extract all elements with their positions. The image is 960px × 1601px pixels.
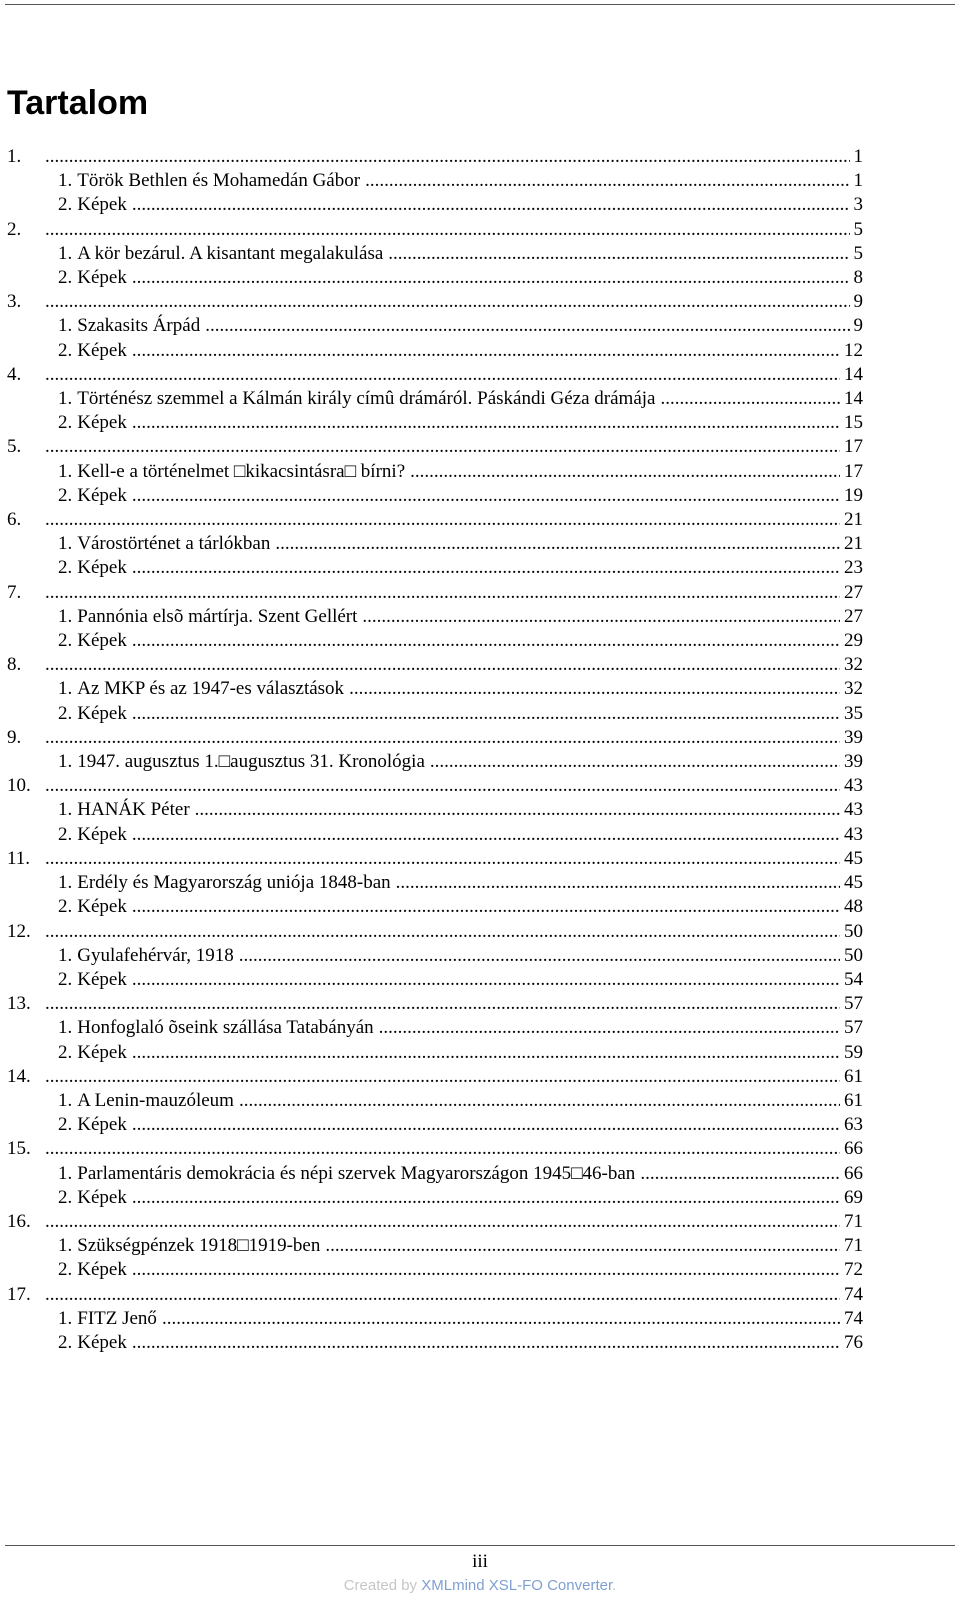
toc-entry-number: 13. bbox=[7, 993, 31, 1015]
toc-entry-title: Képek bbox=[77, 968, 127, 990]
toc-chapter-entry[interactable] bbox=[7, 1283, 863, 1307]
toc-dot-leader bbox=[132, 702, 840, 726]
toc-section-entry[interactable] bbox=[7, 532, 863, 556]
toc-entry-number: 2. bbox=[58, 1259, 73, 1281]
toc-entry-title: A kör bezárul. A kisantant megalakulása bbox=[77, 242, 384, 264]
footer-credit-suffix: . bbox=[612, 1577, 617, 1594]
toc-dot-leader bbox=[195, 798, 840, 822]
toc-entry-page: 21 bbox=[844, 509, 863, 531]
toc-entry-number: 1. bbox=[58, 1235, 73, 1257]
toc-dot-leader bbox=[45, 1137, 840, 1161]
toc-section-entry[interactable] bbox=[7, 677, 863, 701]
toc-entry-number: 1. bbox=[58, 242, 73, 264]
toc-dot-leader bbox=[132, 1331, 840, 1355]
toc-entry-page: 72 bbox=[844, 1259, 863, 1281]
toc-entry-title: Képek bbox=[77, 702, 127, 724]
toc-dot-leader bbox=[132, 1041, 840, 1065]
toc-entry-title: Képek bbox=[77, 896, 127, 918]
toc-entry-page: 61 bbox=[844, 1089, 863, 1111]
toc-entry-title: Képek bbox=[77, 194, 127, 216]
toc-entry-title: Képek bbox=[77, 412, 127, 434]
toc-dot-leader bbox=[349, 677, 840, 701]
toc-dot-leader bbox=[45, 1210, 840, 1234]
toc-entry-number: 2. bbox=[58, 702, 73, 724]
toc-dot-leader bbox=[640, 1162, 840, 1186]
toc-chapter-entry[interactable] bbox=[7, 726, 863, 750]
footer-credit-brand[interactable]: XMLmind XSL-FO Converter bbox=[421, 1577, 613, 1594]
toc-entry-number: 2. bbox=[7, 218, 22, 240]
toc-dot-leader bbox=[45, 145, 850, 169]
toc-section-entry[interactable] bbox=[7, 1186, 863, 1210]
toc-section-entry[interactable] bbox=[7, 1162, 863, 1186]
toc-dot-leader bbox=[325, 1234, 840, 1258]
toc-entry-number: 1. bbox=[7, 146, 22, 167]
toc-section-entry[interactable] bbox=[7, 823, 863, 847]
toc-entry-number: 7. bbox=[7, 581, 22, 603]
toc-section-entry[interactable] bbox=[7, 1258, 863, 1282]
toc-entry-number: 1. bbox=[58, 388, 73, 410]
toc-entry-page: 50 bbox=[844, 944, 863, 966]
toc-entry-page: 9 bbox=[853, 291, 863, 313]
toc-entry-page: 71 bbox=[844, 1235, 863, 1257]
toc-entry-title: 1947. augusztus 1.□augusztus 31. Kronológia bbox=[77, 751, 425, 773]
table-of-contents bbox=[7, 145, 863, 1355]
toc-entry-page: 57 bbox=[844, 1017, 863, 1039]
toc-chapter-entry[interactable] bbox=[7, 508, 863, 532]
toc-entry-number: 4. bbox=[7, 363, 22, 385]
toc-section-entry[interactable] bbox=[7, 242, 863, 266]
toc-section-entry[interactable] bbox=[7, 944, 863, 968]
page-number: iii bbox=[472, 1551, 488, 1572]
toc-section-entry[interactable] bbox=[7, 387, 863, 411]
toc-dot-leader bbox=[45, 435, 840, 459]
toc-entry-page: 45 bbox=[844, 847, 863, 869]
toc-dot-leader bbox=[45, 1065, 840, 1089]
toc-section-entry[interactable] bbox=[7, 411, 863, 435]
toc-section-entry[interactable] bbox=[7, 1113, 863, 1137]
toc-entry-page: 12 bbox=[844, 339, 863, 361]
toc-entry-number: 2. bbox=[58, 896, 73, 918]
toc-dot-leader bbox=[396, 871, 840, 895]
toc-dot-leader bbox=[430, 750, 840, 774]
toc-section-entry[interactable] bbox=[7, 460, 863, 484]
toc-section-entry[interactable] bbox=[7, 1089, 863, 1113]
footer-credit-prefix: Created by bbox=[343, 1577, 422, 1594]
toc-dot-leader bbox=[132, 193, 850, 217]
toc-dot-leader bbox=[132, 968, 840, 992]
toc-entry-title: HANÁK Péter bbox=[77, 799, 190, 821]
toc-section-entry[interactable] bbox=[7, 556, 863, 580]
toc-entry-number: 2. bbox=[58, 267, 73, 289]
toc-dot-leader bbox=[275, 532, 840, 556]
toc-entry-title: A Lenin-mauzóleum bbox=[77, 1089, 234, 1111]
toc-dot-leader bbox=[379, 1016, 840, 1040]
toc-entry-page: 15 bbox=[844, 412, 863, 434]
toc-chapter-entry[interactable] bbox=[7, 847, 863, 871]
toc-dot-leader bbox=[132, 823, 840, 847]
toc-section-entry[interactable] bbox=[7, 798, 863, 822]
toc-entry-title: Pannónia elsõ mártírja. Szent Gellért bbox=[77, 605, 358, 627]
toc-entry-number: 1. bbox=[58, 872, 73, 894]
toc-entry-page: 54 bbox=[844, 968, 863, 990]
toc-entry-title: Képek bbox=[77, 484, 127, 506]
toc-chapter-entry[interactable] bbox=[7, 435, 863, 459]
toc-section-entry[interactable] bbox=[7, 750, 863, 774]
toc-entry-number: 2. bbox=[58, 412, 73, 434]
toc-entry-title: Várostörténet a tárlókban bbox=[77, 533, 271, 555]
toc-chapter-entry[interactable] bbox=[7, 1137, 863, 1161]
toc-section-entry[interactable] bbox=[7, 871, 863, 895]
toc-dot-leader bbox=[45, 653, 840, 677]
toc-entry-number: 1. bbox=[58, 315, 73, 337]
toc-entry-page: 9 bbox=[853, 315, 863, 337]
toc-entry-number: 1. bbox=[58, 944, 73, 966]
toc-entry-number: 9. bbox=[7, 726, 22, 748]
toc-dot-leader bbox=[45, 508, 840, 532]
toc-dot-leader bbox=[132, 1186, 840, 1210]
toc-entry-page: 39 bbox=[844, 751, 863, 773]
toc-chapter-entry[interactable] bbox=[7, 653, 863, 677]
toc-entry-page: 71 bbox=[844, 1210, 863, 1232]
toc-dot-leader bbox=[45, 920, 840, 944]
toc-section-entry[interactable] bbox=[7, 605, 863, 629]
toc-dot-leader bbox=[660, 387, 840, 411]
toc-entry-page: 32 bbox=[844, 678, 863, 700]
toc-entry-number: 17. bbox=[7, 1283, 31, 1305]
toc-section-entry[interactable] bbox=[7, 629, 863, 653]
toc-entry-title: Szakasits Árpád bbox=[77, 315, 201, 337]
toc-chapter-entry[interactable] bbox=[7, 581, 863, 605]
toc-entry-number: 2. bbox=[58, 1114, 73, 1136]
toc-dot-leader bbox=[45, 726, 840, 750]
toc-entry-title: Erdély és Magyarország uniója 1848-ban bbox=[77, 872, 391, 894]
toc-entry-title: Képek bbox=[77, 823, 127, 845]
toc-section-entry[interactable] bbox=[7, 193, 863, 217]
toc-entry-page: 29 bbox=[844, 630, 863, 652]
toc-entry-page: 19 bbox=[844, 484, 863, 506]
toc-entry-page: 43 bbox=[844, 823, 863, 845]
toc-entry-page: 17 bbox=[844, 436, 863, 458]
toc-dot-leader bbox=[45, 774, 840, 798]
toc-entry-page: 59 bbox=[844, 1041, 863, 1063]
toc-entry-page: 1 bbox=[853, 170, 863, 192]
toc-chapter-entry[interactable] bbox=[7, 145, 863, 169]
toc-entry-number: 2. bbox=[58, 1186, 73, 1208]
toc-entry-page: 8 bbox=[853, 267, 863, 289]
toc-entry-title: Képek bbox=[77, 557, 127, 579]
toc-entry-page: 27 bbox=[844, 581, 863, 603]
toc-section-entry[interactable] bbox=[7, 484, 863, 508]
toc-entry-number: 2. bbox=[58, 1331, 73, 1353]
toc-entry-number: 1. bbox=[58, 678, 73, 700]
toc-dot-leader bbox=[205, 314, 849, 338]
toc-entry-number: 1. bbox=[58, 533, 73, 555]
toc-entry-page: 66 bbox=[844, 1138, 863, 1160]
toc-entry-page: 45 bbox=[844, 872, 863, 894]
toc-chapter-entry[interactable] bbox=[7, 992, 863, 1016]
toc-entry-page: 43 bbox=[844, 799, 863, 821]
toc-entry-number: 1. bbox=[58, 799, 73, 821]
toc-chapter-entry[interactable] bbox=[7, 290, 863, 314]
toc-dot-leader bbox=[45, 847, 840, 871]
toc-entry-page: 3 bbox=[853, 194, 863, 216]
top-rule bbox=[5, 4, 955, 5]
toc-dot-leader bbox=[365, 169, 849, 193]
toc-section-entry[interactable] bbox=[7, 314, 863, 338]
toc-entry-title: Gyulafehérvár, 1918 bbox=[77, 944, 234, 966]
toc-dot-leader bbox=[410, 460, 840, 484]
toc-entry-title: Képek bbox=[77, 267, 127, 289]
toc-dot-leader bbox=[388, 242, 849, 266]
toc-entry-number: 1. bbox=[58, 1089, 73, 1111]
toc-section-entry[interactable] bbox=[7, 1234, 863, 1258]
toc-dot-leader bbox=[239, 944, 840, 968]
toc-dot-leader bbox=[132, 895, 840, 919]
toc-entry-page: 76 bbox=[844, 1331, 863, 1353]
toc-dot-leader bbox=[45, 218, 850, 242]
toc-entry-number: 2. bbox=[58, 339, 73, 361]
toc-entry-page: 1 bbox=[853, 146, 863, 167]
toc-section-entry[interactable] bbox=[7, 1331, 863, 1355]
toc-entry-number: 16. bbox=[7, 1210, 31, 1232]
toc-entry-number: 2. bbox=[58, 1041, 73, 1063]
footer-rule bbox=[5, 1545, 955, 1546]
toc-entry-number: 5. bbox=[7, 436, 22, 458]
toc-dot-leader bbox=[132, 339, 840, 363]
toc-chapter-entry[interactable] bbox=[7, 218, 863, 242]
toc-section-entry[interactable] bbox=[7, 1307, 863, 1331]
toc-entry-page: 66 bbox=[844, 1162, 863, 1184]
footer-credit bbox=[0, 1577, 960, 1594]
toc-entry-number: 1. bbox=[58, 1017, 73, 1039]
toc-entry-number: 3. bbox=[7, 291, 22, 313]
toc-entry-number: 2. bbox=[58, 823, 73, 845]
toc-entry-title: Képek bbox=[77, 630, 127, 652]
toc-section-entry[interactable] bbox=[7, 968, 863, 992]
toc-entry-number: 8. bbox=[7, 654, 22, 676]
toc-entry-title: Képek bbox=[77, 339, 127, 361]
toc-entry-number: 2. bbox=[58, 194, 73, 216]
toc-entry-title: Képek bbox=[77, 1041, 127, 1063]
toc-entry-title: Képek bbox=[77, 1259, 127, 1281]
page-title: Tartalom bbox=[7, 84, 149, 122]
toc-chapter-entry[interactable] bbox=[7, 1065, 863, 1089]
toc-dot-leader bbox=[45, 992, 840, 1016]
toc-entry-title: Török Bethlen és Mohamedán Gábor bbox=[77, 170, 361, 192]
toc-entry-number: 1. bbox=[58, 170, 73, 192]
toc-entry-page: 69 bbox=[844, 1186, 863, 1208]
toc-section-entry[interactable] bbox=[7, 266, 863, 290]
toc-entry-title: FITZ Jenő bbox=[77, 1307, 157, 1329]
toc-entry-title: Történész szemmel a Kálmán király címû drámáról. Páskándi Géza drámája bbox=[77, 388, 656, 410]
toc-entry-page: 61 bbox=[844, 1065, 863, 1087]
toc-entry-page: 57 bbox=[844, 993, 863, 1015]
toc-entry-number: 2. bbox=[58, 968, 73, 990]
toc-entry-page: 32 bbox=[844, 654, 863, 676]
toc-entry-page: 43 bbox=[844, 775, 863, 797]
toc-entry-title: Parlamentáris demokrácia és népi szervek Magyarországon 1945□46-ban bbox=[77, 1162, 636, 1184]
toc-chapter-entry[interactable] bbox=[7, 1210, 863, 1234]
toc-entry-number: 6. bbox=[7, 509, 22, 531]
toc-entry-page: 63 bbox=[844, 1114, 863, 1136]
toc-dot-leader bbox=[162, 1307, 840, 1331]
toc-section-entry[interactable] bbox=[7, 339, 863, 363]
toc-dot-leader bbox=[132, 484, 840, 508]
toc-dot-leader bbox=[132, 629, 840, 653]
toc-entry-page: 35 bbox=[844, 702, 863, 724]
toc-entry-page: 14 bbox=[844, 363, 863, 385]
toc-dot-leader bbox=[132, 411, 840, 435]
toc-entry-page: 50 bbox=[844, 920, 863, 942]
toc-entry-page: 48 bbox=[844, 896, 863, 918]
toc-chapter-entry[interactable] bbox=[7, 774, 863, 798]
toc-entry-page: 5 bbox=[853, 242, 863, 264]
toc-dot-leader bbox=[132, 1258, 840, 1282]
toc-entry-title: Képek bbox=[77, 1114, 127, 1136]
toc-dot-leader bbox=[132, 266, 850, 290]
toc-entry-number: 1. bbox=[58, 605, 73, 627]
toc-section-entry[interactable] bbox=[7, 895, 863, 919]
toc-entry-page: 39 bbox=[844, 726, 863, 748]
toc-entry-number: 2. bbox=[58, 630, 73, 652]
toc-section-entry[interactable] bbox=[7, 702, 863, 726]
toc-entry-page: 23 bbox=[844, 557, 863, 579]
toc-entry-title: Honfoglaló õseink szállása Tatabányán bbox=[77, 1017, 374, 1039]
toc-entry-number: 12. bbox=[7, 920, 31, 942]
toc-entry-title: Képek bbox=[77, 1186, 127, 1208]
toc-entry-page: 14 bbox=[844, 388, 863, 410]
toc-dot-leader bbox=[45, 1283, 840, 1307]
toc-entry-page: 5 bbox=[853, 218, 863, 240]
toc-entry-number: 2. bbox=[58, 484, 73, 506]
toc-entry-title: Képek bbox=[77, 1331, 127, 1353]
toc-entry-number: 1. bbox=[58, 751, 73, 773]
toc-entry-number: 14. bbox=[7, 1065, 31, 1087]
toc-entry-page: 27 bbox=[844, 605, 863, 627]
toc-entry-number: 10. bbox=[7, 775, 31, 797]
toc-dot-leader bbox=[362, 605, 840, 629]
toc-entry-title: Az MKP és az 1947-es választások bbox=[77, 678, 345, 700]
toc-entry-page: 17 bbox=[844, 460, 863, 482]
toc-entry-page: 74 bbox=[844, 1283, 863, 1305]
toc-entry-page: 21 bbox=[844, 533, 863, 555]
toc-entry-title: Szükségpénzek 1918□1919-ben bbox=[77, 1235, 321, 1257]
toc-chapter-entry[interactable] bbox=[7, 363, 863, 387]
toc-dot-leader bbox=[132, 556, 840, 580]
toc-chapter-entry[interactable] bbox=[7, 920, 863, 944]
toc-dot-leader bbox=[45, 581, 840, 605]
toc-dot-leader bbox=[45, 290, 850, 314]
toc-entry-title: Kell-e a történelmet □kikacsintásra□ bírni? bbox=[77, 460, 406, 482]
toc-entry-number: 1. bbox=[58, 1162, 73, 1184]
toc-entry-page: 74 bbox=[844, 1307, 863, 1329]
toc-entry-number: 1. bbox=[58, 460, 73, 482]
toc-entry-number: 1. bbox=[58, 1307, 73, 1329]
toc-dot-leader bbox=[132, 1113, 840, 1137]
toc-entry-number: 11. bbox=[7, 847, 31, 869]
toc-dot-leader bbox=[45, 363, 840, 387]
toc-section-entry[interactable] bbox=[7, 1016, 863, 1040]
toc-entry-number: 15. bbox=[7, 1138, 31, 1160]
toc-section-entry[interactable] bbox=[7, 1041, 863, 1065]
toc-section-entry[interactable] bbox=[7, 169, 863, 193]
toc-entry-number: 2. bbox=[58, 557, 73, 579]
toc-dot-leader bbox=[239, 1089, 840, 1113]
